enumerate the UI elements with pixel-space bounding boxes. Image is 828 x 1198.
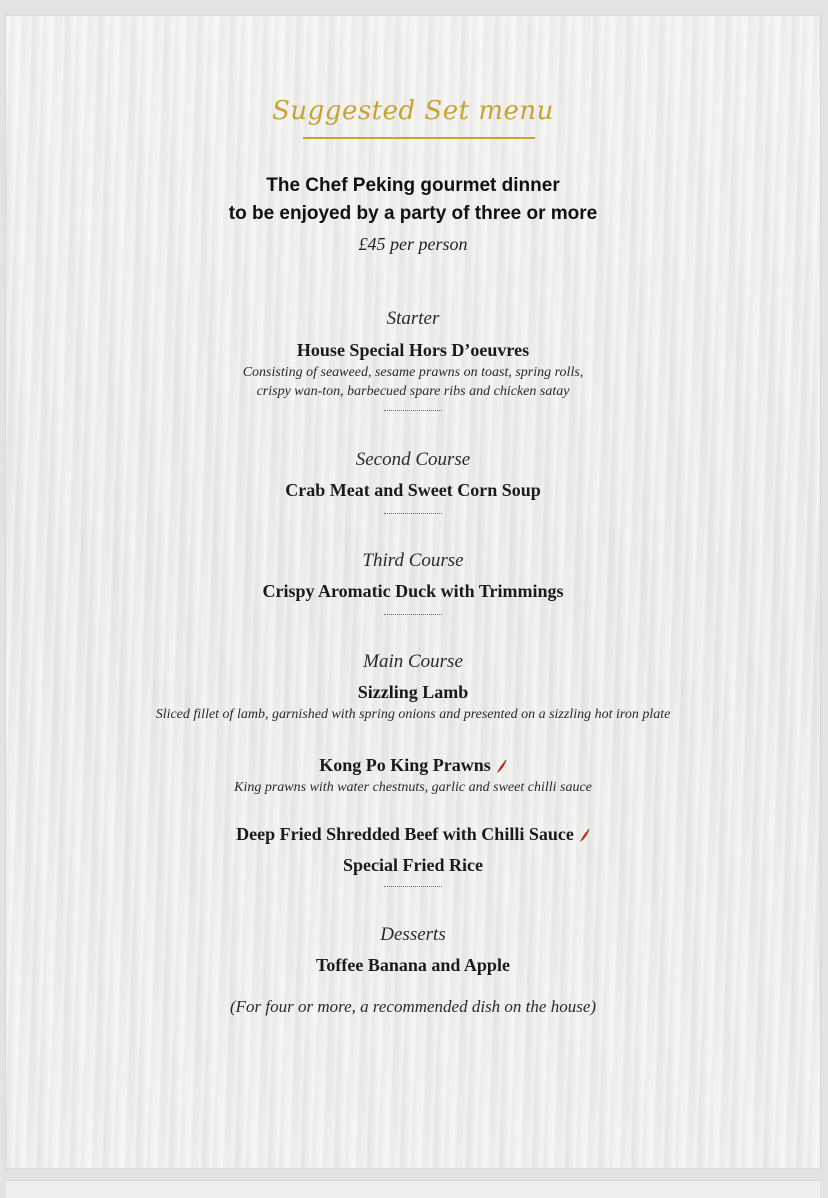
course-label-second: Second Course [355, 449, 471, 470]
course-label-starter: Starter [386, 308, 440, 329]
dish-third-course: Crispy Aromatic Duck with Trimmings [262, 581, 564, 601]
dish-main-1-description: Sliced fillet of lamb, garnished with spring onions and presented on a sizzling hot iron plate [155, 707, 671, 722]
course-divider [384, 614, 442, 615]
dish-main-3-row [6, 824, 820, 845]
headline-line-2: to be enjoyed by a party of three or more [228, 203, 598, 224]
course-label-main: Main Course [363, 651, 463, 672]
headline-line-1: The Chef Peking gourmet dinner [266, 175, 560, 196]
house-dish-footnote: (For four or more, a recommended dish on the house) [229, 997, 597, 1016]
dish-main-2-row [6, 755, 820, 776]
price-per-person: £45 per person [358, 234, 468, 254]
dish-starter-desc-line-2: crispy wan-ton, barbecued spare ribs and chicken satay [256, 384, 570, 399]
title-underline [303, 137, 535, 139]
dish-main-4: Special Fried Rice [343, 855, 483, 875]
dish-main-2: Kong Po King Prawns [319, 755, 491, 775]
next-page-edge [6, 1180, 820, 1198]
menu-card [6, 16, 820, 1168]
course-divider [384, 886, 442, 887]
course-label-third: Third Course [362, 550, 464, 571]
dish-main-3: Deep Fried Shredded Beef with Chilli Sauce [236, 824, 574, 844]
dish-starter-description [6, 363, 820, 401]
set-menu-title: Suggested Set menu [272, 96, 554, 126]
course-divider [384, 410, 442, 411]
dish-dessert: Toffee Banana and Apple [316, 955, 510, 975]
menu-headline [6, 172, 820, 228]
course-label-desserts: Desserts [380, 924, 446, 945]
dish-starter: House Special Hors D’oeuvres [296, 340, 530, 360]
dish-main-1: Sizzling Lamb [357, 682, 469, 702]
chilli-icon [495, 760, 507, 774]
course-divider [384, 513, 442, 514]
chilli-icon [578, 829, 590, 843]
dish-starter-desc-line-1: Consisting of seaweed, sesame prawns on toast, spring rolls, [242, 365, 584, 380]
dish-second-course: Crab Meat and Sweet Corn Soup [285, 480, 541, 500]
dish-main-2-description: King prawns with water chestnuts, garlic and sweet chilli sauce [234, 780, 592, 795]
